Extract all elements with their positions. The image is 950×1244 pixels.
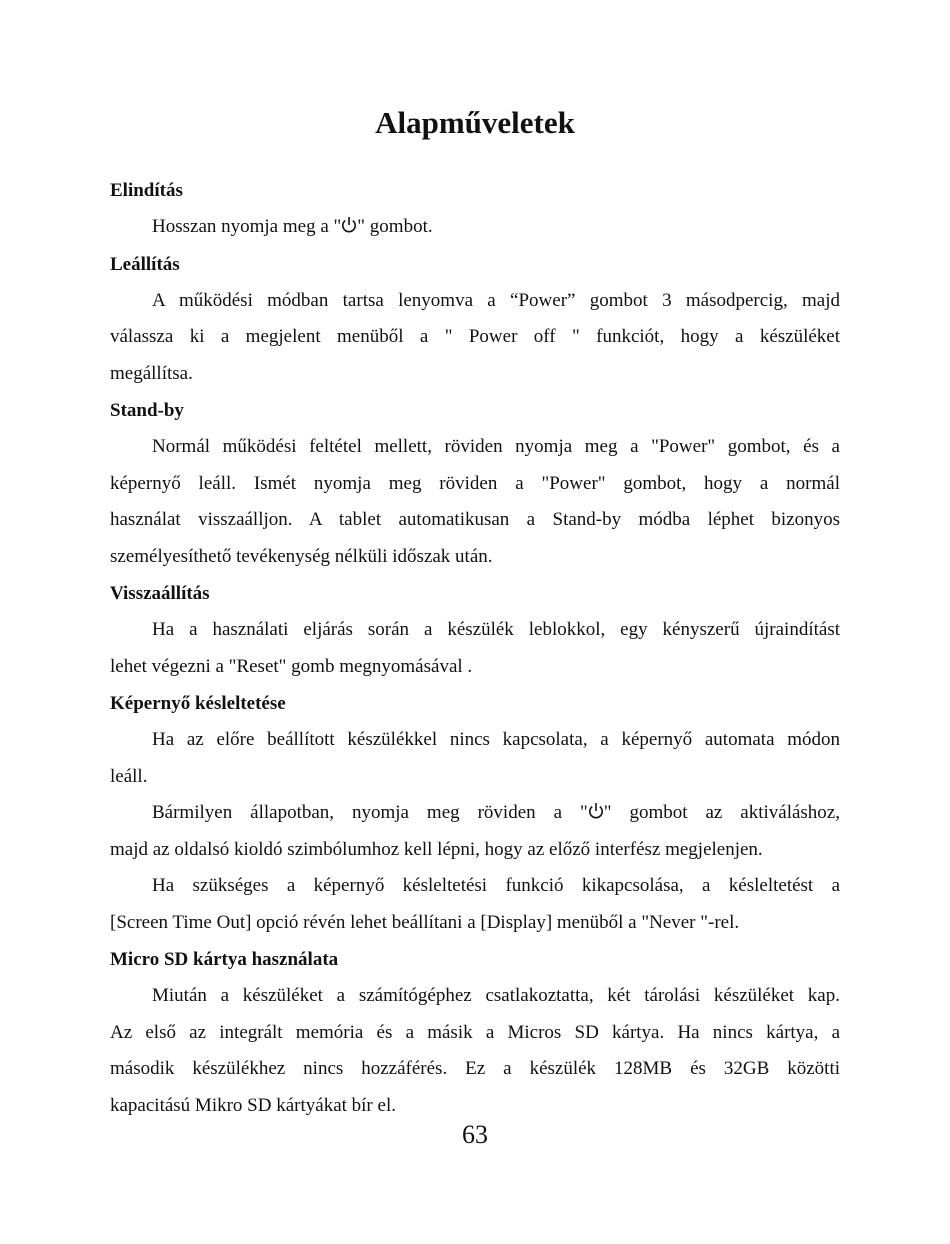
screen-delay-text-after: " gombot az aktiváláshoz, [603, 802, 840, 823]
text-line: [Screen Time Out] opció révén lehet beállítani a [Display] menüből a "Never "-rel. [110, 911, 740, 933]
screen-delay-paragraph-3 [110, 868, 840, 941]
text-line: Ha szükséges a képernyő késleltetési funkció kikapcsolása, a késleltetést a [152, 875, 840, 896]
text-line: képernyő leáll. Ismét nyomja meg röviden a "Power" gombot, hogy a normál [110, 472, 840, 494]
start-paragraph [110, 209, 840, 246]
section-heading-reset: Visszaállítás [110, 583, 210, 604]
power-icon [341, 216, 357, 234]
text-line: Normál működési feltétel mellett, röviden nyomja meg a "Power" gombot, és a [152, 436, 840, 457]
text-line: Ha a használati eljárás során a készülék leblokkol, egy kényszerű újraindítást [152, 619, 840, 640]
screen-delay-paragraph-1 [110, 722, 840, 795]
page-number: 63 [462, 1120, 488, 1149]
section-heading-start: Elindítás [110, 180, 183, 201]
section-heading-screen-delay: Képernyő késleltetése [110, 693, 286, 714]
screen-delay-paragraph-2 [110, 795, 840, 868]
start-text-after: " gombot. [357, 216, 433, 237]
text-line: majd az oldalsó kioldó szimbólumhoz kell lépni, hogy az előző interfész megjelenjen. [110, 838, 763, 860]
text-line: Ha az előre beállított készülékkel nincs kapcsolata, a képernyő automata módon [152, 729, 840, 750]
section-heading-standby: Stand-by [110, 400, 184, 421]
text-line: leáll. [110, 765, 148, 787]
section-heading-shutdown: Leállítás [110, 253, 180, 275]
microsd-paragraph [110, 978, 840, 1124]
text-line: használat visszaálljon. A tablet automatikusan a Stand-by módba léphet bizonyos [110, 509, 840, 530]
text-line: második készülékhez nincs hozzáférés. Ez a készülék 128MB és 32GB közötti [110, 1058, 840, 1079]
text-line: megállítsa. [110, 362, 193, 384]
text-line: lehet végezni a "Reset" gomb megnyomásával . [110, 655, 473, 677]
screen-delay-text-before: Bármilyen állapotban, nyomja meg röviden a " [152, 802, 588, 823]
section-heading-microsd: Micro SD kártya használata [110, 949, 339, 970]
text-line: Az első az integrált memória és a másik a Micros SD kártya. Ha nincs kártya, a [110, 1021, 840, 1043]
text-line: személyesíthető tevékenység nélküli időszak után. [110, 545, 493, 567]
standby-paragraph [110, 429, 840, 575]
shutdown-paragraph [110, 283, 840, 393]
text-line: A működési módban tartsa lenyomva a “Power” gombot 3 másodpercig, majd [152, 289, 840, 311]
page-title: Alapműveletek [375, 105, 575, 140]
document-body [110, 172, 840, 1124]
text-line: kapacitású Mikro SD kártyákat bír el. [110, 1094, 396, 1116]
reset-paragraph [110, 612, 840, 685]
text-line: Miután a készüléket a számítógéphez csatlakoztatta, két tárolási készüléket kap. [152, 985, 840, 1006]
start-text-before: Hosszan nyomja meg a " [152, 216, 342, 237]
power-icon [588, 802, 604, 820]
text-line: válassza ki a megjelent menüből a " Power off " funkciót, hogy a készüléket [110, 326, 840, 347]
